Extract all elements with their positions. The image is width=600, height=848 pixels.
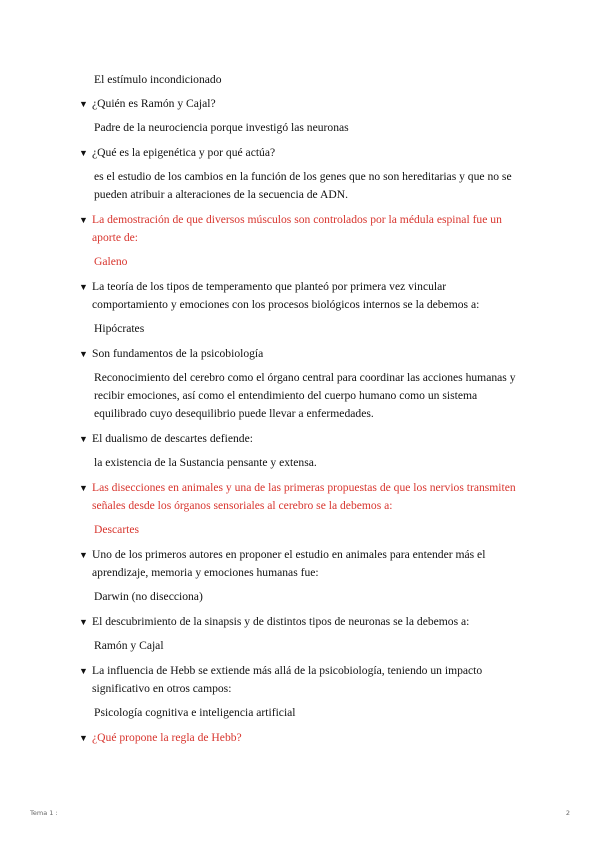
toggle-question[interactable]: [79, 729, 524, 747]
toggle-question[interactable]: [79, 345, 524, 363]
toggle-triangle-icon[interactable]: ▼: [79, 666, 88, 676]
toggle-question[interactable]: [79, 430, 524, 448]
toggle-triangle-icon[interactable]: ▼: [79, 617, 88, 627]
toggle-triangle-icon[interactable]: ▼: [79, 99, 88, 109]
answer-text: Psicología cognitiva e inteligencia artificial: [94, 706, 296, 719]
question-text: La teoría de los tipos de temperamento que planteó por primera vez vincular comportamiento y emociones con los procesos biológicos internos se la debemos a:: [92, 280, 480, 311]
answer-text: la existencia de la Sustancia pensante y extensa.: [94, 456, 317, 469]
question-text: La demostración de que diversos músculos son controlados por la médula espinal fue un aporte de:: [92, 213, 502, 244]
answer-text: Galeno: [94, 255, 128, 268]
toggle-question[interactable]: [79, 144, 524, 162]
toggle-question[interactable]: [79, 479, 524, 515]
toggle-triangle-icon[interactable]: ▼: [79, 282, 88, 292]
question-text: Son fundamentos de la psicobiología: [92, 347, 264, 360]
question-text: El dualismo de descartes defiende:: [92, 432, 253, 445]
toggle-question[interactable]: [79, 662, 524, 698]
toggle-triangle-icon[interactable]: ▼: [79, 483, 88, 493]
answer-text: Ramón y Cajal: [94, 639, 164, 652]
toggle-question[interactable]: [79, 546, 524, 582]
answer-text: es el estudio de los cambios en la función de los genes que no son hereditarias y que no se pueden atribuir a alteraciones de la secuencia de ADN.: [94, 170, 512, 201]
toggle-triangle-icon[interactable]: ▼: [79, 733, 88, 743]
lead-answer: El estímulo incondicionado: [94, 73, 222, 86]
toggle-triangle-icon[interactable]: ▼: [79, 215, 88, 225]
question-text: La influencia de Hebb se extiende más allá de la psicobiología, teniendo un impacto significativo en otros campos:: [92, 664, 483, 695]
question-text: Uno de los primeros autores en proponer el estudio en animales para entender más el aprendizaje, memoria y emociones humanas fue:: [92, 548, 486, 579]
footer-page-number: 2: [565, 809, 570, 817]
question-text: ¿Qué propone la regla de Hebb?: [92, 731, 242, 744]
toggle-triangle-icon[interactable]: ▼: [79, 434, 88, 444]
toggle-triangle-icon[interactable]: ▼: [79, 550, 88, 560]
answer-text: Darwin (no disecciona): [94, 590, 203, 603]
toggle-triangle-icon[interactable]: ▼: [79, 148, 88, 158]
toggle-question[interactable]: [79, 613, 524, 631]
answer-text: Descartes: [94, 523, 140, 536]
footer-title: Tema 1 :: [30, 809, 58, 817]
answer-text: Reconocimiento del cerebro como el órgano central para coordinar las acciones humanas y recibir emociones, así como el entendimiento del cuerpo humano como un sistema equilibrado cuyo desequilibrio puede llevar a enfermedades.: [94, 371, 516, 420]
question-text: ¿Qué es la epigenética y por qué actúa?: [92, 146, 276, 159]
toggle-triangle-icon[interactable]: ▼: [79, 349, 88, 359]
answer-text: Padre de la neurociencia porque investigó las neuronas: [94, 121, 349, 134]
answer-text: Hipócrates: [94, 322, 145, 335]
question-text: ¿Quién es Ramón y Cajal?: [92, 97, 216, 110]
toggle-question[interactable]: [79, 278, 524, 314]
toggle-question[interactable]: [79, 95, 524, 113]
toggle-question[interactable]: [79, 211, 524, 247]
question-text: El descubrimiento de la sinapsis y de distintos tipos de neuronas se la debemos a:: [92, 615, 470, 628]
document-body: [79, 71, 524, 747]
question-text: Las disecciones en animales y una de las primeras propuestas de que los nervios transmiten señales desde los órganos sensoriales al cerebro se la debemos a:: [92, 481, 516, 512]
